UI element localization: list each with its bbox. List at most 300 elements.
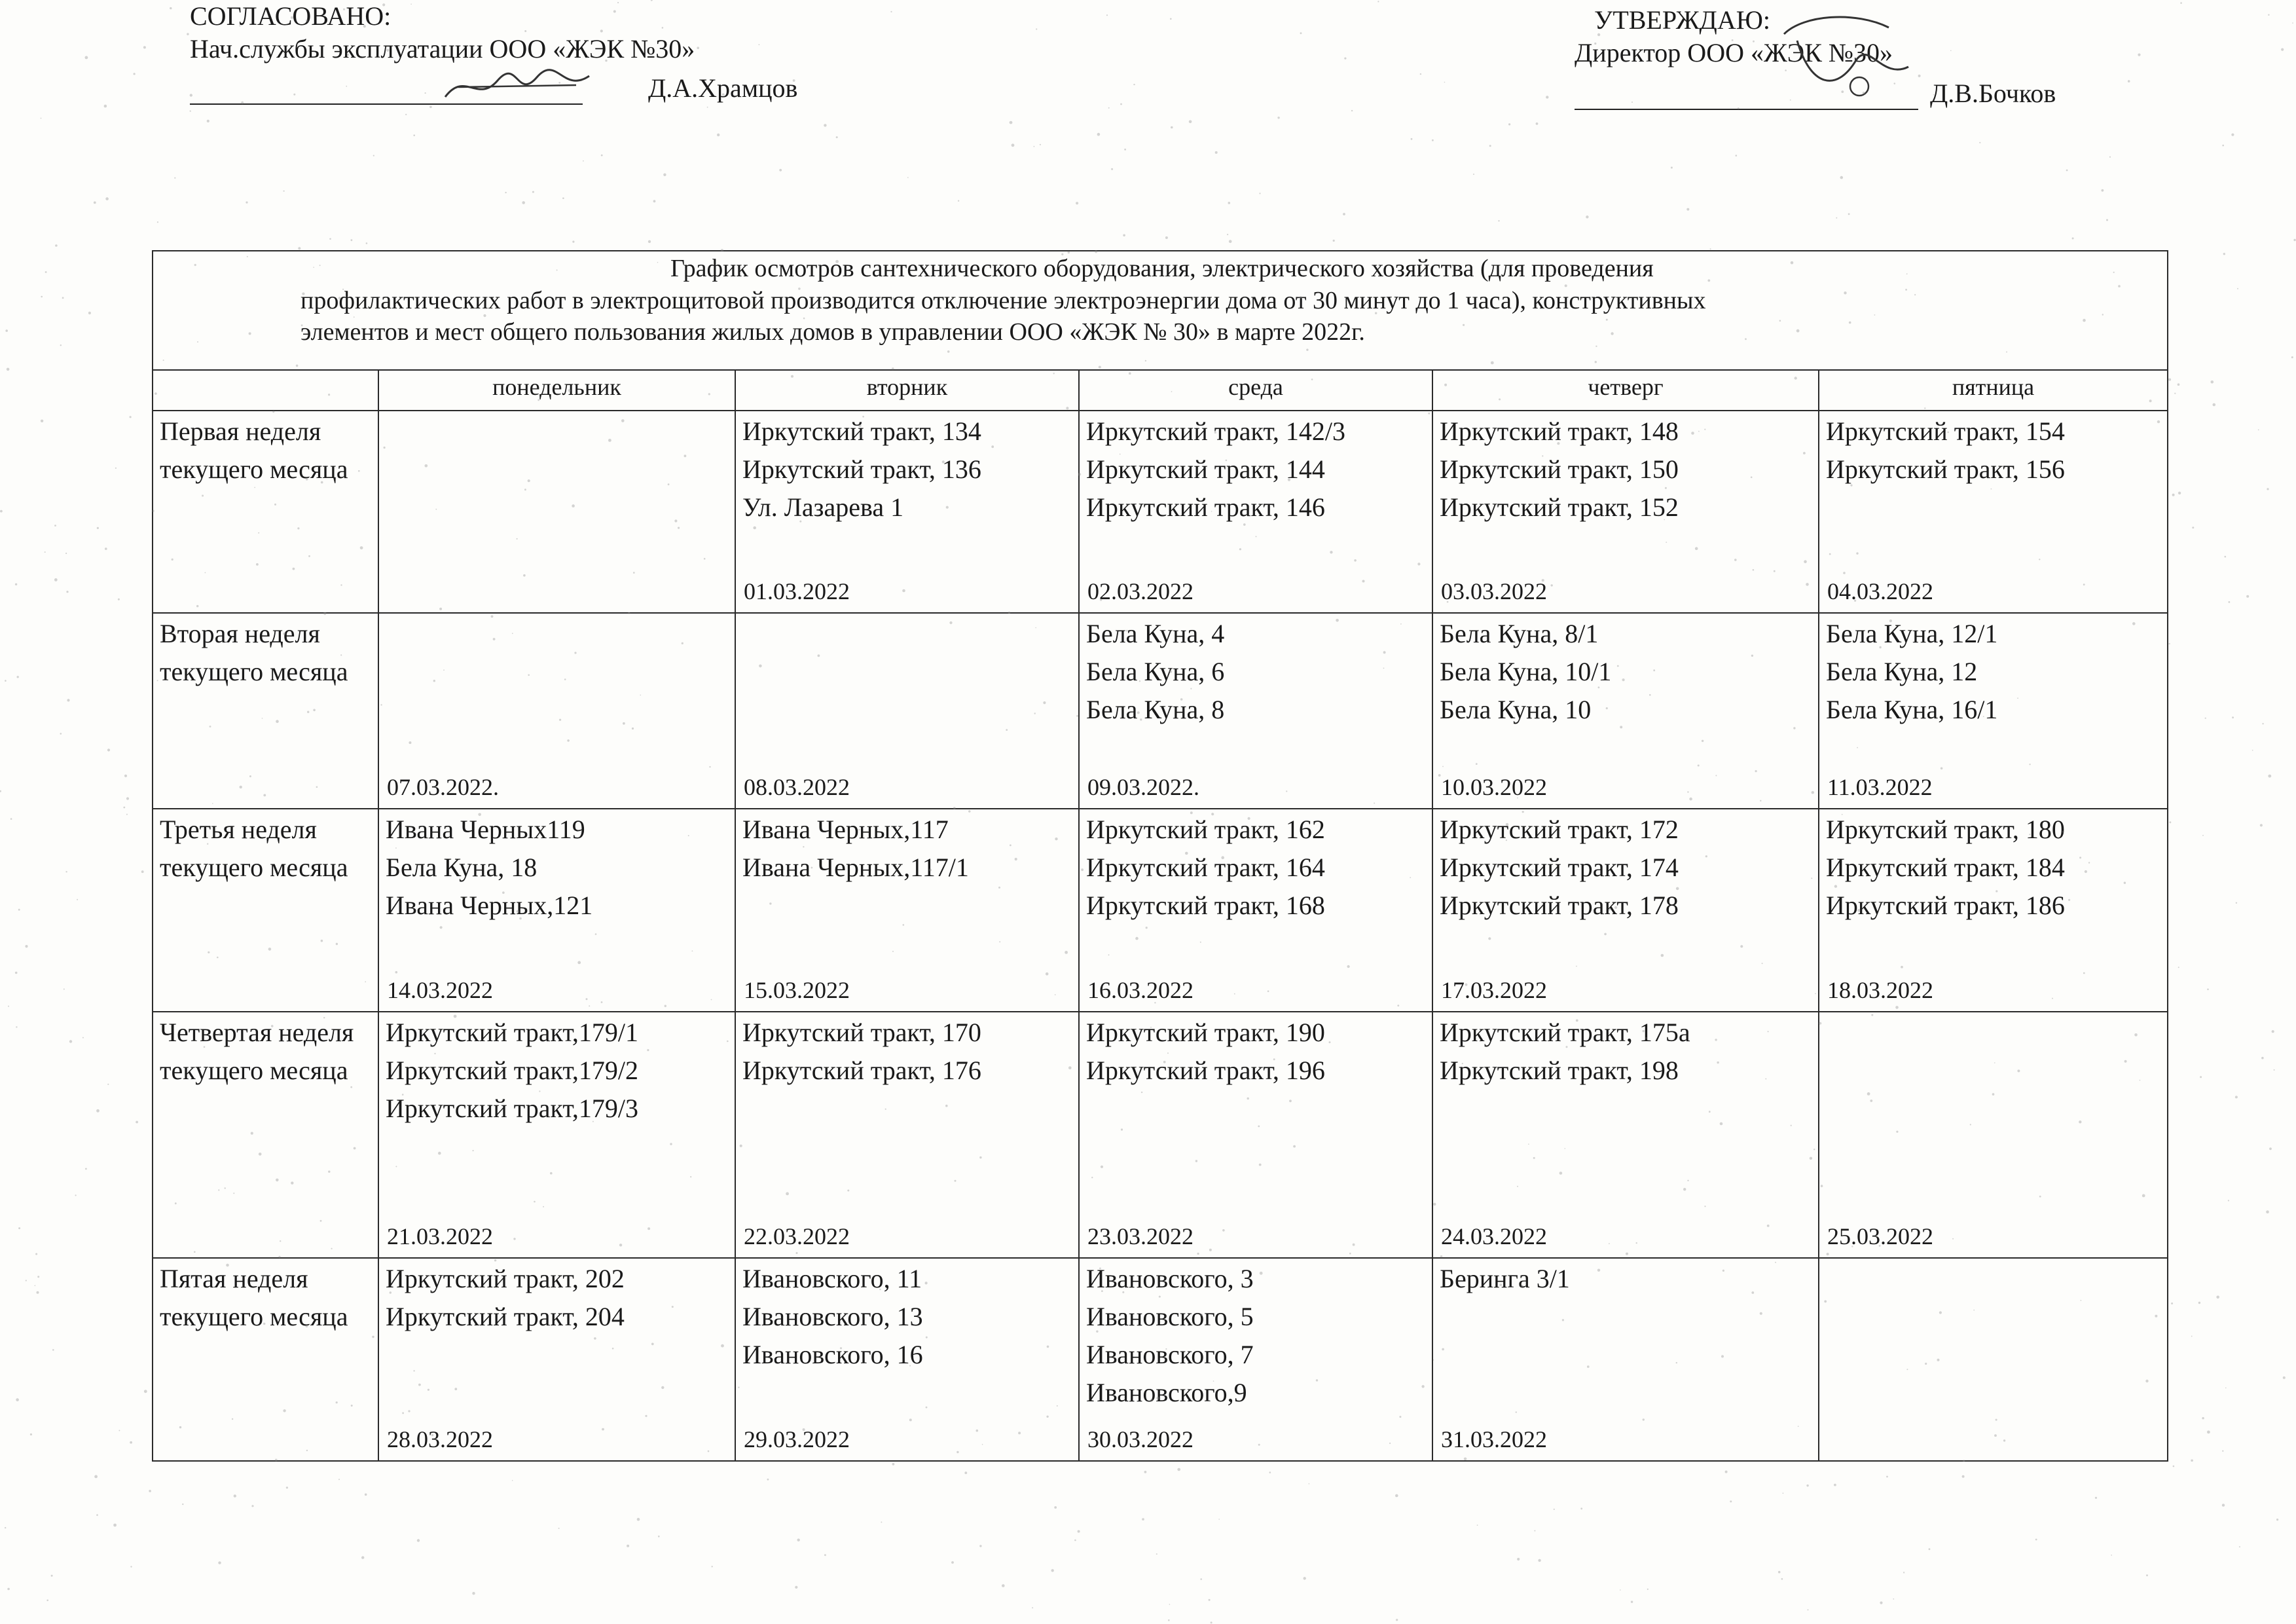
scan-speck [653,200,656,202]
address-item: Ивана Черных,121 [386,891,593,921]
scan-speck [1343,213,1345,215]
week-label: Третья неделя текущего месяца [153,809,378,1012]
scan-speck [329,238,331,240]
scan-speck [627,1545,629,1547]
scan-speck [2109,157,2111,158]
scan-speck [1836,217,1837,219]
scan-speck [1432,139,1434,141]
scan-speck [5,329,8,332]
scan-speck [149,1490,151,1492]
scan-speck [1880,1602,1882,1604]
scan-speck [1165,236,1168,239]
column-header-tuesday: вторник [735,370,1079,411]
scan-speck [1200,1578,1202,1580]
address-item: Иркутский тракт,179/1 [386,1017,638,1047]
scan-speck [1171,126,1173,129]
address-item: Иркутский тракт, 196 [1086,1055,1325,1085]
inspection-date: 09.03.2022. [1087,774,1199,801]
address-item: Иркутский тракт, 162 [1086,815,1325,845]
scan-speck [2237,288,2238,289]
scan-speck [26,1280,27,1281]
scan-speck [118,599,120,600]
scan-speck [1259,193,1260,194]
address-item: Бела Куна, 10 [1440,695,1592,725]
scan-speck [637,1518,640,1521]
scan-speck [1536,122,1539,125]
scan-speck [1834,1484,1836,1486]
scan-speck [15,583,17,585]
scan-speck [2171,1302,2173,1304]
scan-speck [246,202,247,204]
day-cell-thursday [1432,1012,1819,1259]
address-item: Бела Куна, 12 [1826,657,1978,687]
scan-speck [107,748,110,751]
day-cell-monday [378,613,735,809]
day-cell-tuesday [735,1258,1079,1461]
scan-speck [8,1006,9,1007]
scan-speck [1344,58,1346,60]
scan-speck [5,1527,6,1528]
scan-speck [115,468,117,469]
scan-speck [1444,82,1446,83]
address-item: Ивановского,9 [1086,1378,1247,1408]
scan-speck [2222,145,2224,147]
scan-speck [2213,403,2216,407]
address-list [1086,615,1425,729]
scan-speck [1546,96,1548,98]
scan-speck [113,1524,117,1527]
scan-speck [881,1522,882,1523]
address-item: Иркутский тракт, 150 [1440,454,1679,484]
address-item: Бела Куна, 8 [1086,695,1225,725]
scan-speck [532,191,534,193]
scan-speck [30,1433,32,1435]
scan-speck [2260,824,2263,826]
scan-speck [105,547,107,550]
scan-speck [130,1441,132,1444]
address-item: Иркутский тракт, 180 [1826,815,2065,845]
scan-speck [1586,215,1588,218]
scan-speck [2174,393,2176,394]
scan-speck [15,972,18,974]
scan-speck [1395,1494,1398,1498]
scan-speck [2262,723,2263,724]
scan-speck [298,247,301,249]
day-cell-friday [1819,809,2168,1012]
scan-speck [97,527,99,529]
scan-speck [2146,1574,2148,1576]
scan-speck [1473,174,1474,175]
scan-speck [41,118,42,119]
day-cell-thursday [1432,613,1819,809]
scan-speck [1309,1483,1310,1485]
scan-speck [907,177,909,178]
scan-speck [663,174,666,176]
scan-speck [1097,133,1101,136]
scan-speck [1840,176,1844,179]
inspection-date: 03.03.2022 [1441,578,1547,604]
scan-speck [1054,1506,1057,1509]
scan-speck [2202,1417,2204,1419]
scan-speck [2207,1431,2210,1434]
scan-speck [123,807,125,809]
scan-speck [182,1504,183,1505]
table-header-row [153,370,2168,411]
scan-speck [82,1037,84,1039]
scan-speck [10,818,12,820]
scan-speck [351,239,353,241]
scan-speck [779,169,782,172]
scan-speck [2191,1336,2193,1337]
scan-speck [69,1040,72,1043]
scan-speck [1848,213,1850,215]
scan-speck [7,368,10,371]
address-list [1086,811,1425,925]
scan-speck [2191,1460,2193,1462]
scan-speck [472,1592,475,1595]
scan-speck [66,591,68,593]
day-cell-friday [1819,613,2168,809]
scan-speck [1177,1468,1180,1471]
scan-speck [1620,1589,1621,1591]
address-item: Иркутский тракт, 186 [1826,891,2065,921]
scan-speck [207,120,210,122]
address-item: Иркутский тракт, 174 [1440,853,1679,883]
day-cell-tuesday [735,411,1079,614]
signature-line-right [1575,80,1918,110]
scan-speck [126,797,129,800]
scan-speck [361,1556,364,1559]
scan-speck [1725,1471,1728,1473]
scan-speck [2178,383,2180,386]
address-list [1440,413,1812,526]
scan-speck [2192,526,2194,528]
scan-speck [1396,1619,1398,1621]
scan-speck [1123,234,1125,237]
address-item: Ивановского, 16 [742,1340,923,1370]
day-cell-friday [1819,1258,2168,1461]
scan-speck [2180,2,2182,4]
inspection-date: 25.03.2022 [1827,1223,1933,1250]
table-row [153,1012,2168,1259]
scan-speck [1142,1518,1144,1521]
scan-speck [2293,239,2295,241]
scan-speck [2138,54,2140,56]
inspection-date: 28.03.2022 [387,1426,493,1452]
scan-speck [1156,1553,1157,1555]
scan-speck [107,1084,109,1085]
address-item: Иркутский тракт,179/2 [386,1055,638,1085]
address-item: Бела Куна, 18 [386,853,538,883]
scan-speck [190,111,191,112]
address-item: Иркутский тракт, 136 [742,454,981,484]
scan-speck [1508,123,1510,125]
scan-speck [1076,202,1078,204]
inspection-date: 21.03.2022 [387,1223,493,1250]
scan-speck [1074,1540,1076,1541]
scan-speck [2291,356,2293,358]
scan-speck [94,202,96,204]
table-row [153,411,2168,614]
scan-speck [1783,1492,1784,1494]
day-cell-wednesday [1079,1258,1432,1461]
approval-right-signature-row [1575,77,2056,110]
scan-speck [1351,110,1353,111]
scan-speck [2222,1504,2225,1506]
scan-speck [2168,643,2170,644]
address-item: Иркутский тракт, 142/3 [1086,416,1345,446]
address-item: Ивановского, 5 [1086,1302,1254,1332]
scan-speck [143,46,146,48]
scan-speck [1377,1,1379,2]
scan-speck [1209,1599,1211,1601]
scan-speck [1781,1578,1783,1580]
scan-speck [795,1586,797,1589]
inspection-date: 31.03.2022 [1441,1426,1547,1452]
scan-speck [1686,208,1689,211]
scan-speck [2258,430,2259,431]
scan-speck [85,1168,87,1170]
scan-speck [2066,170,2068,172]
scan-speck [2276,1519,2278,1521]
scan-speck [958,200,959,202]
scan-speck [45,271,47,273]
address-item: Ивановского, 7 [1086,1340,1254,1370]
address-item: Бела Куна, 8/1 [1440,619,1599,649]
day-cell-wednesday [1079,613,1432,809]
signature-line-left [190,75,583,105]
scan-speck [2281,48,2284,51]
scan-speck [52,1349,54,1351]
scan-speck [1962,1475,1965,1478]
scan-speck [37,1276,39,1278]
scan-speck [1170,18,1172,20]
scan-speck [836,136,838,138]
scan-speck [1108,107,1110,109]
scan-speck [25,945,27,948]
scan-speck [1010,121,1013,124]
day-cell-wednesday [1079,1012,1432,1259]
scan-speck [16,1398,19,1401]
day-cell-monday [378,809,735,1012]
scan-speck [405,114,407,115]
table-title-line-2: профилактических работ в электрощитовой производится отключение электроэнергии дома от 30 минут до 1 часа), конструктивных [301,286,1706,314]
week-label: Четвертая неделя текущего месяца [153,1012,378,1259]
scan-speck [136,1121,138,1124]
scan-speck [157,221,158,223]
scan-speck [1420,73,1421,75]
scan-speck [338,1479,340,1480]
address-item: Иркутский тракт, 172 [1440,815,1679,845]
approval-block-left [190,0,797,105]
address-list [1086,413,1425,526]
inspection-date: 15.03.2022 [744,976,850,1003]
scan-speck [1228,202,1231,204]
approval-left-name: Д.А.Храмцов [648,73,798,103]
address-item: Иркутский тракт, 204 [386,1302,625,1332]
scan-speck [35,1285,36,1286]
scan-speck [2169,821,2171,823]
scan-speck [572,241,574,243]
approval-left-signature-row [190,72,797,105]
scan-speck [0,510,3,513]
scan-speck [2102,189,2104,192]
scan-speck [712,1566,713,1567]
column-header-week [153,370,378,411]
scan-speck [505,192,506,193]
scan-speck [60,344,62,346]
scan-speck [892,1463,895,1466]
scan-speck [2128,80,2130,83]
inspection-date: 16.03.2022 [1087,976,1194,1003]
scan-speck [1736,155,1738,157]
scan-speck [2207,989,2209,991]
scan-speck [1671,167,1673,169]
scan-speck [2225,1388,2227,1389]
week-label: Первая неделя текущего месяца [153,411,378,614]
scan-speck [55,244,58,247]
scan-speck [2173,1466,2175,1467]
scan-speck [2292,22,2293,24]
scan-speck [1168,1619,1170,1621]
scan-speck [2252,750,2253,751]
scan-speck [2222,1450,2223,1452]
scan-speck [2111,1555,2112,1556]
scan-speck [2072,238,2074,240]
scan-speck [130,416,132,418]
scan-speck [1534,1530,1535,1532]
scan-speck [46,1600,48,1602]
scan-speck [1300,32,1302,34]
scan-speck [1477,1524,1478,1526]
scan-speck [2274,1069,2275,1071]
table-row [153,1258,2168,1461]
scan-speck [512,1480,513,1481]
scan-speck [1211,1621,1212,1623]
scan-speck [96,1514,98,1516]
scan-speck [1144,1471,1147,1473]
scan-speck [54,525,56,526]
scan-speck [824,124,826,126]
scan-speck [1269,1471,1271,1473]
scan-speck [2228,1200,2229,1201]
address-item: Иркутский тракт, 152 [1440,492,1679,522]
scan-speck [2235,1096,2238,1098]
week-label: Вторая неделя текущего месяца [153,613,378,809]
address-list [1440,615,1812,729]
scan-speck [601,155,603,157]
address-item: Бела Куна, 4 [1086,619,1225,649]
scan-speck [1189,120,1192,124]
scan-speck [126,814,128,815]
scan-speck [707,107,708,108]
day-cell-friday [1819,1012,2168,1259]
address-item: Иркутский тракт, 184 [1826,853,2065,883]
scan-speck [2225,556,2227,558]
scan-speck [1979,142,1980,143]
address-item: Иркутский тракт, 154 [1826,416,2065,446]
address-list [1440,1014,1812,1090]
scan-speck [2095,1497,2097,1499]
scan-speck [234,1494,236,1497]
address-item: Иркутский тракт, 178 [1440,891,1679,921]
day-cell-monday [378,1258,735,1461]
table-title-line-3: элементов и мест общего пользования жилых домов в управлении ООО «ЖЭК № 30» в марте 2022г. [301,318,1365,346]
scan-speck [170,7,172,9]
inspection-date: 02.03.2022 [1087,578,1194,604]
scan-speck [1124,149,1126,151]
scan-speck [51,1575,53,1577]
scan-speck [130,1566,132,1567]
table-row [153,613,2168,809]
scan-speck [283,191,285,192]
scan-speck [558,1528,560,1529]
scan-speck [413,134,415,136]
inspection-date: 29.03.2022 [744,1426,850,1452]
scan-speck [2269,1147,2272,1150]
address-item: Иркутский тракт, 170 [742,1017,981,1047]
scan-speck [104,105,107,108]
address-item: Иркутский тракт, 164 [1086,853,1325,883]
approval-right-name: Д.В.Бочков [1930,79,2056,108]
column-header-wednesday: среда [1079,370,1432,411]
address-item: Иркутский тракт, 134 [742,416,981,446]
scan-speck [2283,1376,2286,1379]
scan-speck [1808,1609,1809,1610]
inspection-date: 07.03.2022. [387,774,499,801]
scan-speck [2229,601,2231,603]
inspection-date: 08.03.2022 [744,774,850,801]
address-list [742,413,1072,526]
scan-speck [16,1026,17,1027]
scan-speck [2246,595,2249,598]
inspection-date: 04.03.2022 [1827,578,1933,604]
scan-speck [1778,1571,1781,1574]
scan-speck [64,989,65,990]
address-list [742,1014,1072,1090]
scan-speck [1034,146,1035,147]
scan-speck [2178,967,2179,968]
address-list [1086,1014,1425,1090]
scan-speck [2200,1076,2202,1078]
scan-speck [1580,1507,1582,1509]
approval-right-title: УТВЕРЖДАЮ: [1594,5,1770,35]
address-item: Иркутский тракт, 144 [1086,454,1325,484]
approval-left-position: Нач.службы эксплуатации ООО «ЖЭК №30» [190,34,695,64]
day-cell-thursday [1432,1258,1819,1461]
address-item: Ивана Черных,117 [742,815,949,845]
scan-speck [124,775,127,777]
day-cell-friday [1819,411,2168,614]
column-header-thursday: четверг [1432,370,1819,411]
scan-speck [1710,248,1711,249]
scan-speck [824,1554,826,1556]
scan-speck [1078,1530,1080,1533]
week-label: Пятая неделя текущего месяца [153,1258,378,1461]
scan-speck [951,1561,954,1564]
scan-speck [1498,220,1499,221]
address-item: Иркутский тракт, 202 [386,1264,625,1294]
scan-speck [658,1536,660,1538]
day-cell-tuesday [735,809,1079,1012]
inspection-date: 11.03.2022 [1827,774,1933,801]
scan-speck [2261,1057,2264,1060]
column-header-monday: понедельник [378,370,735,411]
scan-speck [1051,1569,1054,1572]
day-cell-thursday [1432,411,1819,614]
scan-speck [2178,492,2181,494]
scan-speck [1333,240,1335,242]
